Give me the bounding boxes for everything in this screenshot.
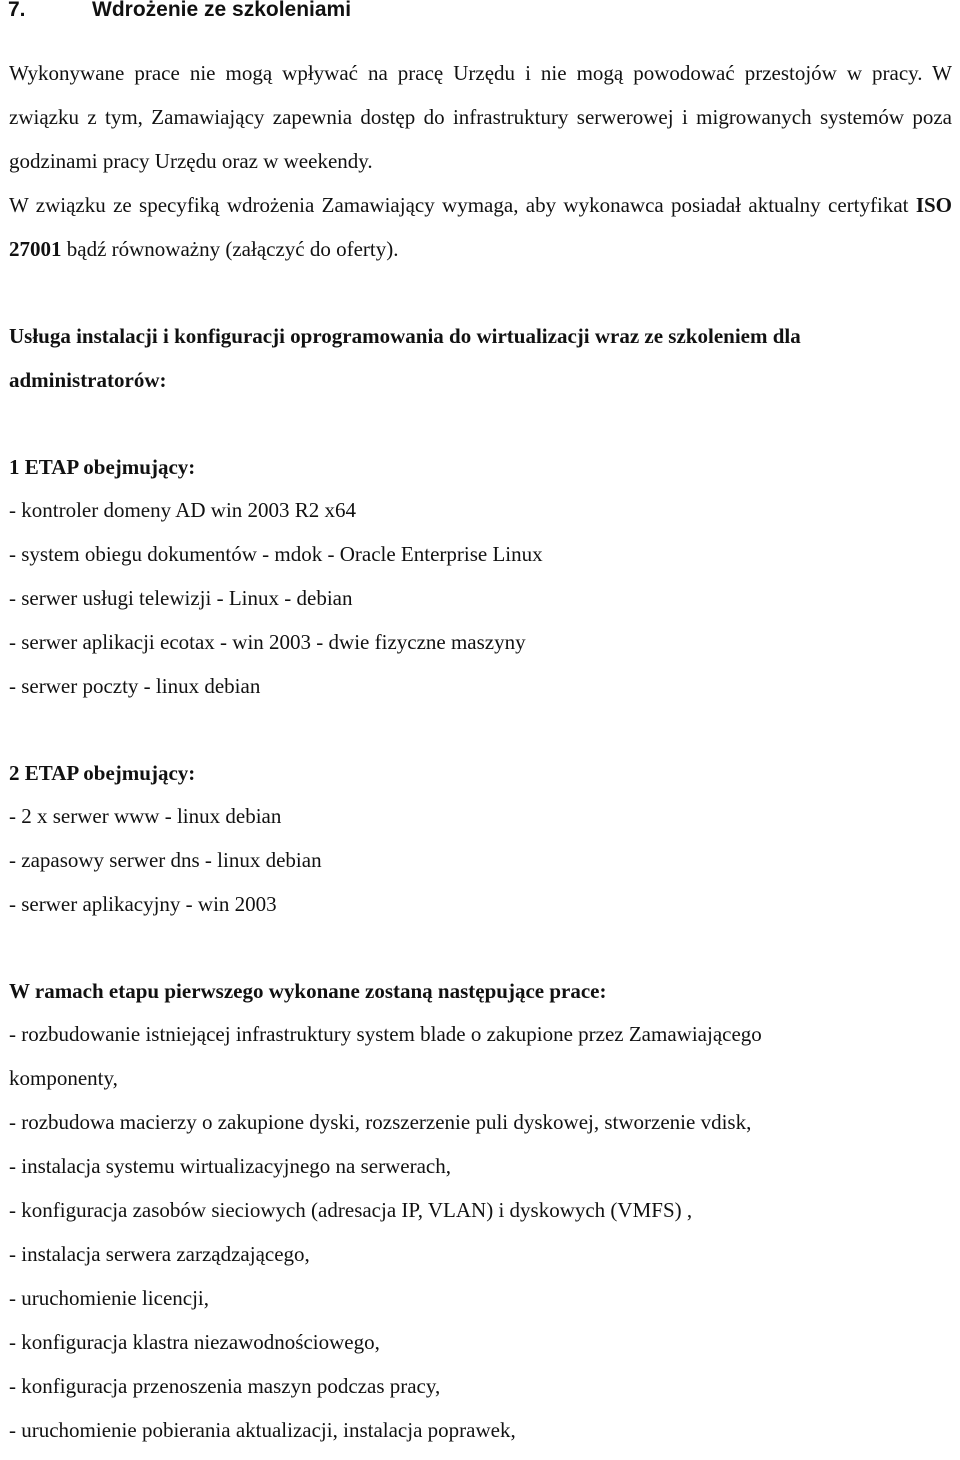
list-item: - uruchomienie licencji, xyxy=(9,1286,210,1310)
certificate-text-end: bądź równoważny (załączyć do oferty). xyxy=(61,237,399,261)
stage2-list xyxy=(9,802,322,934)
certificate-text-start: W związku ze specyfiką wdrożenia Zamawiający wymaga, aby wykonawca posiadał aktualny certyfikat xyxy=(9,193,916,217)
list-item: - rozbudowanie istniejącej infrastruktury system blade o zakupione przez Zamawiającego xyxy=(9,1022,762,1046)
list-item: - system obiegu dokumentów - mdok - Oracle Enterprise Linux xyxy=(9,542,543,566)
list-item: - serwer aplikacyjny - win 2003 xyxy=(9,892,277,916)
list-item: - instalacja serwera zarządzającego, xyxy=(9,1242,310,1266)
list-item: - kontroler domeny AD win 2003 R2 x64 xyxy=(9,498,357,522)
list-item: - zapasowy serwer dns - linux debian xyxy=(9,848,322,872)
list-item: - konfiguracja zasobów sieciowych (adresacja IP, VLAN) i dyskowych (VMFS) , xyxy=(9,1198,693,1222)
list-item-continuation: komponenty, xyxy=(9,1066,118,1090)
list-item: - konfiguracja klastra niezawodnościowego, xyxy=(9,1330,380,1354)
list-item: - uruchomienie pobierania aktualizacji, instalacja poprawek, xyxy=(9,1418,516,1442)
works-list xyxy=(9,1020,762,1460)
stage2-heading: 2 ETAP obejmujący: xyxy=(9,761,196,785)
section-number: 7. xyxy=(8,0,26,21)
list-item: - instalacja systemu wirtualizacyjnego na serwerach, xyxy=(9,1154,451,1178)
list-item: - 2 x serwer www - linux debian xyxy=(9,804,282,828)
service-heading: Usługa instalacji i konfiguracji oprogramowania do wirtualizacji wraz ze szkoleniem dla administratorów: xyxy=(9,324,801,392)
works-heading: W ramach etapu pierwszego wykonane zostaną następujące prace: xyxy=(9,979,607,1003)
intro-paragraph: Wykonywane prace nie mogą wpływać na pracę Urzędu i nie mogą powodować przestojów w pracy. W związku z tym, Zamawiający zapewnia dostęp do infrastruktury serwerowej i migrowanych systemów poza godzinami pracy Urzędu oraz w weekendy. xyxy=(9,61,952,173)
iso-standard: ISO 27001 xyxy=(9,193,952,261)
list-item: - serwer aplikacji ecotax - win 2003 - dwie fizyczne maszyny xyxy=(9,630,526,654)
stage1-list xyxy=(9,496,543,716)
list-item: - serwer usługi telewizji - Linux - debian xyxy=(9,586,353,610)
stage1-heading: 1 ETAP obejmujący: xyxy=(9,455,196,479)
section-heading xyxy=(8,0,351,24)
list-item: - serwer poczty - linux debian xyxy=(9,674,261,698)
certificate-paragraph xyxy=(9,183,952,271)
list-item: - rozbudowa macierzy o zakupione dyski, rozszerzenie puli dyskowej, stworzenie vdisk, xyxy=(9,1110,752,1134)
section-title: Wdrożenie ze szkoleniami xyxy=(92,0,352,21)
list-item: - konfiguracja przenoszenia maszyn podczas pracy, xyxy=(9,1374,441,1398)
